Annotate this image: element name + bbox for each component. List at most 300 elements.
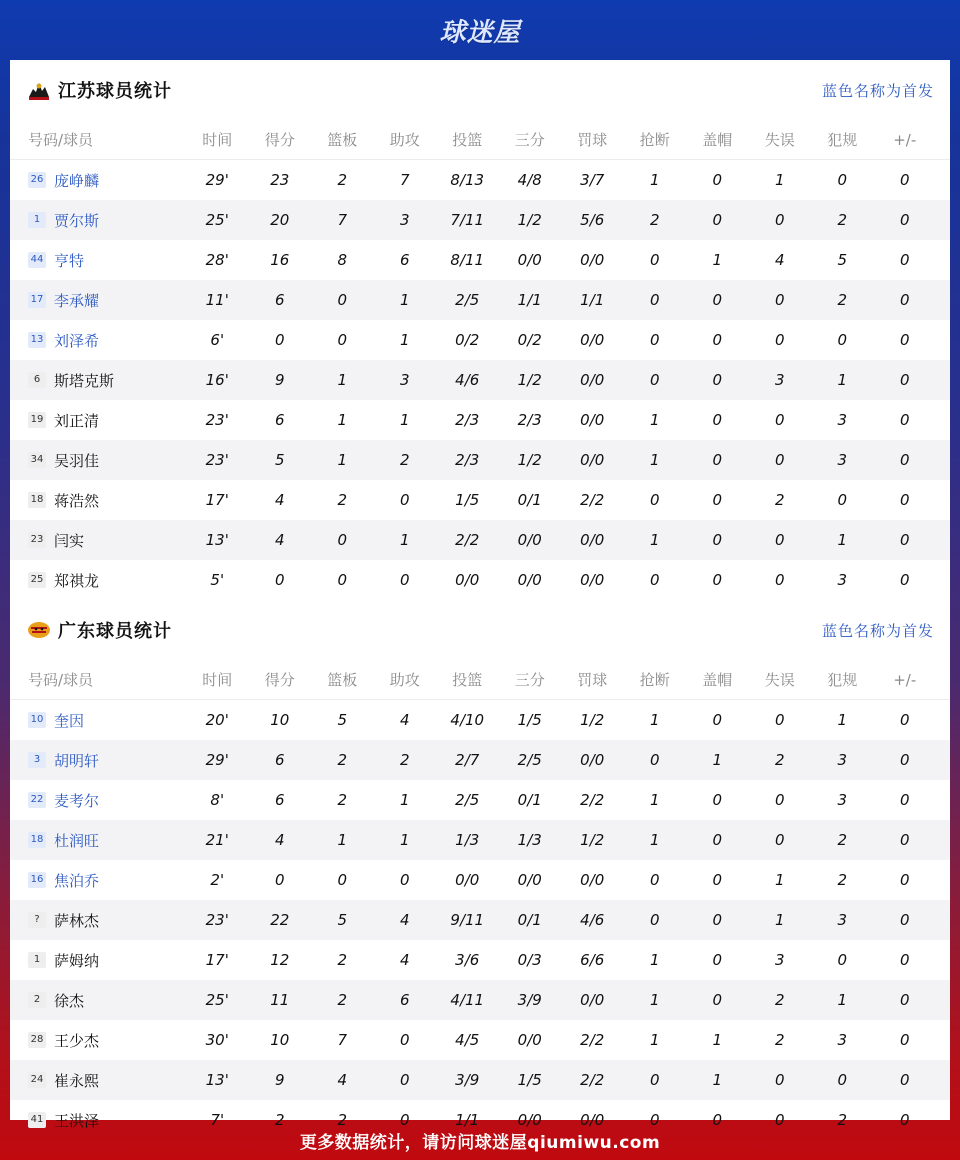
stat-cell: 6: [399, 991, 410, 1009]
stat-cell: 0/0: [455, 571, 480, 589]
player-cell: [10, 330, 186, 351]
stat-cell: 25': [205, 211, 229, 229]
stat-cell: 0/3: [517, 951, 542, 969]
jiangsu-dragons-logo-icon: [26, 77, 52, 103]
player-row[interactable]: [10, 1020, 950, 1060]
stat-cell: 0: [399, 1031, 410, 1049]
stat-cell: 0: [899, 911, 910, 929]
stat-cell: 1/5: [517, 711, 542, 729]
stat-cell: 1: [399, 791, 410, 809]
stat-cell: 20: [270, 211, 290, 229]
table-header-row: [10, 660, 950, 700]
player-name[interactable]: 徐杰: [54, 991, 85, 1010]
player-cell: [10, 870, 186, 891]
stat-cell: 2: [274, 1111, 285, 1129]
stat-cell: 0/2: [455, 331, 480, 349]
column-header[interactable]: 犯规: [827, 671, 858, 689]
player-row[interactable]: [10, 860, 950, 900]
stat-cell: 2/3: [455, 451, 480, 469]
stat-cell: 0: [712, 411, 723, 429]
stat-cell: 2/5: [455, 791, 480, 809]
table-header-row: [10, 120, 950, 160]
stat-cell: 0: [274, 871, 285, 889]
stat-cell: 23': [205, 911, 229, 929]
stat-cell: 13': [205, 1071, 229, 1089]
player-cell: [10, 950, 186, 971]
stat-cell: 8/11: [450, 251, 485, 269]
stat-cell: 1/1: [580, 291, 605, 309]
stat-cell: 6: [274, 751, 285, 769]
jersey-number-badge: 25: [28, 572, 46, 588]
stat-cell: 3/6: [455, 951, 480, 969]
stat-cell: 0/0: [517, 1031, 542, 1049]
stat-cell: 2: [337, 751, 348, 769]
stat-cell: 4/11: [450, 991, 485, 1009]
player-row[interactable]: [10, 740, 950, 780]
stat-cell: 0: [649, 571, 660, 589]
player-row[interactable]: [10, 360, 950, 400]
stat-cell: 1: [712, 251, 723, 269]
column-header[interactable]: 投篮: [452, 131, 483, 149]
column-header[interactable]: 失误: [764, 131, 795, 149]
player-row[interactable]: [10, 400, 950, 440]
stat-cell: 0: [712, 331, 723, 349]
jersey-number-badge: 23: [28, 532, 46, 548]
stat-cell: 0/0: [580, 1111, 605, 1129]
stat-cell: 3/9: [455, 1071, 480, 1089]
stat-cell: 0: [649, 871, 660, 889]
stat-cell: 0/0: [580, 451, 605, 469]
column-header[interactable]: 三分: [514, 671, 545, 689]
stat-cell: 0: [712, 211, 723, 229]
player-row[interactable]: [10, 700, 950, 740]
player-cell: [10, 1070, 186, 1091]
player-cell: [10, 290, 186, 311]
stat-cell: 0: [337, 531, 348, 549]
stat-cell: 2: [837, 831, 848, 849]
stat-cell: 4/8: [517, 171, 542, 189]
stat-cell: 3: [837, 451, 848, 469]
column-header[interactable]: +/-: [893, 130, 917, 149]
stat-cell: 0: [712, 571, 723, 589]
stat-cell: 0/0: [580, 331, 605, 349]
jersey-number-badge: 18: [28, 492, 46, 508]
stat-cell: 11': [205, 291, 229, 309]
stat-cell: 0: [899, 451, 910, 469]
brand-logo: 球迷屋: [439, 17, 521, 48]
stat-cell: 1: [649, 531, 660, 549]
stat-cell: 0: [274, 571, 285, 589]
stat-cell: 4/10: [450, 711, 485, 729]
stat-cell: 1: [712, 1031, 723, 1049]
stat-cell: 0: [337, 331, 348, 349]
player-name[interactable]: 蒋浩然: [54, 491, 100, 510]
stat-cell: 0: [899, 751, 910, 769]
player-cell: [10, 370, 186, 391]
player-cell: [10, 530, 186, 551]
stat-cell: 1: [399, 291, 410, 309]
section-header: [10, 60, 950, 120]
stat-cell: 0: [399, 491, 410, 509]
stat-cell: 0: [712, 831, 723, 849]
player-cell: [10, 790, 186, 811]
jersey-number-badge: 10: [28, 712, 46, 728]
stat-cell: 20': [205, 711, 229, 729]
stat-cell: 0: [649, 331, 660, 349]
player-name[interactable]: 王洪泽: [54, 1111, 100, 1130]
player-cell: [10, 490, 186, 511]
player-cell: [10, 210, 186, 231]
stat-cell: 6: [274, 291, 285, 309]
jersey-number-badge: 34: [28, 452, 46, 468]
stat-cell: 2': [210, 871, 225, 889]
stat-cell: 0: [774, 291, 785, 309]
stat-cell: 1/5: [455, 491, 480, 509]
player-name[interactable]: 贾尔斯: [54, 211, 100, 230]
stat-cell: 6': [210, 331, 225, 349]
player-row[interactable]: [10, 480, 950, 520]
player-row[interactable]: [10, 1060, 950, 1100]
stat-cell: 12: [270, 951, 290, 969]
jersey-number-badge: 13: [28, 332, 46, 348]
stat-cell: 0: [337, 871, 348, 889]
stat-cell: 2: [337, 1111, 348, 1129]
stat-cell: 2: [774, 1031, 785, 1049]
section-title: [26, 617, 172, 643]
stat-cell: 6/6: [580, 951, 605, 969]
stat-cell: 0: [649, 911, 660, 929]
stat-cell: 1: [337, 831, 348, 849]
player-name[interactable]: 斯塔克斯: [54, 371, 115, 390]
player-row[interactable]: [10, 900, 950, 940]
stat-cell: 2/2: [580, 791, 605, 809]
stat-cell: 0: [774, 571, 785, 589]
stat-cell: 0: [899, 831, 910, 849]
stat-cell: 29': [205, 751, 229, 769]
stat-cell: 1: [837, 531, 848, 549]
stat-cell: 2: [774, 491, 785, 509]
stat-cell: 0: [712, 911, 723, 929]
stat-cell: 0: [649, 491, 660, 509]
stat-cell: 3: [837, 791, 848, 809]
stat-cell: 0/0: [517, 571, 542, 589]
stat-cell: 0: [774, 331, 785, 349]
column-header[interactable]: 失误: [764, 671, 795, 689]
stat-cell: 0: [774, 531, 785, 549]
player-name[interactable]: 亨特: [54, 251, 85, 270]
jersey-number-badge: 1: [28, 952, 46, 968]
stat-cell: 0: [337, 571, 348, 589]
player-name[interactable]: 刘正清: [54, 411, 100, 430]
stat-cell: 2/3: [455, 411, 480, 429]
stat-cell: 3: [837, 911, 848, 929]
player-cell: [10, 750, 186, 771]
stat-cell: 8: [337, 251, 348, 269]
stat-cell: 0: [837, 331, 848, 349]
player-row[interactable]: [10, 520, 950, 560]
starter-legend-note: 蓝色名称为首发: [821, 81, 934, 100]
stat-cell: 0: [712, 951, 723, 969]
stat-cell: 4: [274, 491, 285, 509]
jersey-number-badge: 19: [28, 412, 46, 428]
stat-cell: 1/2: [580, 711, 605, 729]
stat-cell: 7: [399, 171, 410, 189]
stat-cell: 8': [210, 791, 225, 809]
player-name[interactable]: 刘泽希: [54, 331, 100, 350]
stat-cell: 5: [274, 451, 285, 469]
stats-panel: [10, 60, 950, 1130]
stat-cell: 0: [899, 871, 910, 889]
column-header[interactable]: 时间: [202, 131, 233, 149]
stat-cell: 1: [774, 911, 785, 929]
stat-cell: 2: [337, 171, 348, 189]
stat-cell: 0/0: [580, 751, 605, 769]
stat-cell: 1/3: [455, 831, 480, 849]
stat-cell: 1: [712, 751, 723, 769]
player-cell: [10, 250, 186, 271]
column-header[interactable]: 抢断: [639, 131, 670, 149]
stat-cell: 17': [205, 951, 229, 969]
stat-cell: 5': [210, 571, 225, 589]
stat-cell: 7: [337, 211, 348, 229]
stat-cell: 4: [337, 1071, 348, 1089]
column-header[interactable]: 号码/球员: [28, 131, 94, 149]
player-name[interactable]: 萨林杰: [54, 911, 100, 930]
column-header[interactable]: +/-: [893, 670, 917, 689]
player-row[interactable]: [10, 200, 950, 240]
player-name[interactable]: 杜润旺: [54, 831, 100, 850]
column-header[interactable]: 盖帽: [702, 131, 733, 149]
jersey-number-badge: 16: [28, 872, 46, 888]
jersey-number-badge: 24: [28, 1072, 46, 1088]
column-header[interactable]: 犯规: [827, 131, 858, 149]
stat-cell: 1: [649, 171, 660, 189]
column-header[interactable]: 时间: [202, 671, 233, 689]
stat-cell: 1: [649, 791, 660, 809]
stat-cell: 2: [837, 871, 848, 889]
player-cell: [10, 570, 186, 591]
player-name[interactable]: 王少杰: [54, 1031, 100, 1050]
stat-cell: 1: [399, 831, 410, 849]
stat-cell: 0/0: [580, 871, 605, 889]
stat-cell: 1/2: [517, 211, 542, 229]
guangdong-tigers-logo-icon: [26, 617, 52, 643]
player-name[interactable]: 吴羽佳: [54, 451, 100, 470]
stat-cell: 0: [774, 411, 785, 429]
column-header[interactable]: 号码/球员: [28, 671, 94, 689]
player-row[interactable]: [10, 320, 950, 360]
stat-cell: 7': [210, 1111, 225, 1129]
stat-cell: 9: [274, 1071, 285, 1089]
player-row[interactable]: [10, 780, 950, 820]
stat-cell: 1: [649, 451, 660, 469]
player-row[interactable]: [10, 440, 950, 480]
stat-cell: 3: [837, 571, 848, 589]
player-cell: [10, 710, 186, 731]
jersey-number-badge: 22: [28, 792, 46, 808]
stat-cell: 0: [712, 451, 723, 469]
stat-cell: 5: [337, 911, 348, 929]
column-header[interactable]: 三分: [514, 131, 545, 149]
player-cell: [10, 990, 186, 1011]
stat-cell: 0/0: [580, 991, 605, 1009]
column-header[interactable]: 得分: [264, 131, 295, 149]
stat-cell: 30': [205, 1031, 229, 1049]
player-name[interactable]: 胡明轩: [54, 751, 100, 770]
stat-cell: 0: [899, 1071, 910, 1089]
stat-cell: 0/0: [517, 871, 542, 889]
starter-legend-note: 蓝色名称为首发: [821, 621, 934, 640]
stat-cell: 4: [774, 251, 785, 269]
stat-cell: 0: [899, 791, 910, 809]
stat-cell: 1: [649, 711, 660, 729]
stat-cell: 29': [205, 171, 229, 189]
stat-cell: 4/5: [455, 1031, 480, 1049]
stat-cell: 0: [712, 291, 723, 309]
team-section: [10, 60, 950, 600]
stat-cell: 0: [649, 751, 660, 769]
stat-cell: 0/1: [517, 911, 542, 929]
stat-cell: 0/0: [580, 571, 605, 589]
stat-cell: 0: [712, 491, 723, 509]
stat-cell: 3: [399, 211, 410, 229]
section-title: [26, 77, 172, 103]
stat-cell: 2: [399, 751, 410, 769]
player-cell: [10, 910, 186, 931]
stat-cell: 17': [205, 491, 229, 509]
stat-cell: 0: [712, 711, 723, 729]
jersey-number-badge: 3: [28, 752, 46, 768]
column-header[interactable]: 罚球: [577, 131, 608, 149]
stat-cell: 7/11: [450, 211, 485, 229]
column-header[interactable]: 抢断: [639, 671, 670, 689]
column-header[interactable]: 篮板: [327, 671, 358, 689]
section-title-text: 广东球员统计: [58, 621, 172, 642]
player-cell: [10, 450, 186, 471]
column-header[interactable]: 篮板: [327, 131, 358, 149]
column-header[interactable]: 罚球: [577, 671, 608, 689]
stat-cell: 0: [712, 1111, 723, 1129]
stat-cell: 23: [270, 171, 290, 189]
stat-cell: 2/2: [580, 1071, 605, 1089]
stat-cell: 1/2: [517, 451, 542, 469]
stat-cell: 0: [899, 331, 910, 349]
player-name[interactable]: 李承耀: [54, 291, 100, 310]
stat-cell: 4/6: [580, 911, 605, 929]
player-name[interactable]: 闫实: [54, 531, 85, 550]
player-row[interactable]: [10, 560, 950, 600]
jersey-number-badge: 18: [28, 832, 46, 848]
stat-cell: 0: [399, 1111, 410, 1129]
stat-cell: 0/0: [580, 371, 605, 389]
column-header[interactable]: 助攻: [389, 671, 420, 689]
stat-cell: 1: [399, 331, 410, 349]
player-row[interactable]: [10, 240, 950, 280]
column-header[interactable]: 投篮: [452, 671, 483, 689]
stat-cell: 1: [837, 711, 848, 729]
stat-cell: 1: [649, 951, 660, 969]
player-name[interactable]: 麦考尔: [54, 791, 100, 810]
stat-cell: 4: [399, 711, 410, 729]
jersey-number-badge: 2: [28, 992, 46, 1008]
stat-cell: 0: [837, 951, 848, 969]
stat-cell: 2/3: [517, 411, 542, 429]
footer-link[interactable]: 更多数据统计，请访问球迷屋qiumiwu.com: [299, 1132, 661, 1153]
stat-cell: 21': [205, 831, 229, 849]
stat-cell: 1: [774, 871, 785, 889]
stat-cell: 2/5: [517, 751, 542, 769]
player-cell: [10, 410, 186, 431]
stat-cell: 4: [399, 911, 410, 929]
player-name[interactable]: 崔永熙: [54, 1071, 100, 1090]
stat-cell: 3: [399, 371, 410, 389]
stat-cell: 0: [837, 491, 848, 509]
stat-cell: 0: [899, 491, 910, 509]
stat-cell: 1: [712, 1071, 723, 1089]
stat-cell: 2: [337, 991, 348, 1009]
player-name[interactable]: 庞峥麟: [54, 171, 100, 190]
stat-cell: 4: [274, 531, 285, 549]
column-header[interactable]: 得分: [264, 671, 295, 689]
stat-cell: 2/2: [580, 491, 605, 509]
player-row[interactable]: [10, 160, 950, 200]
stat-cell: 4: [274, 831, 285, 849]
player-row[interactable]: [10, 280, 950, 320]
player-row[interactable]: [10, 940, 950, 980]
stat-cell: 0: [899, 251, 910, 269]
column-header[interactable]: 盖帽: [702, 671, 733, 689]
stat-cell: 2: [774, 991, 785, 1009]
player-name[interactable]: 焦泊乔: [54, 871, 100, 890]
stat-cell: 2: [337, 791, 348, 809]
jersey-number-badge: 28: [28, 1032, 46, 1048]
stat-cell: 0: [899, 711, 910, 729]
stat-cell: 3: [837, 411, 848, 429]
stat-cell: 1: [337, 451, 348, 469]
stat-cell: 0: [899, 291, 910, 309]
stat-cell: 0: [712, 871, 723, 889]
stat-cell: 1: [774, 171, 785, 189]
player-name[interactable]: 郑祺龙: [54, 571, 100, 590]
stat-cell: 2: [337, 491, 348, 509]
stat-cell: 0/2: [517, 331, 542, 349]
stat-cell: 2/2: [580, 1031, 605, 1049]
stat-cell: 4/6: [455, 371, 480, 389]
stat-cell: 0: [399, 1071, 410, 1089]
stat-cell: 0: [899, 411, 910, 429]
player-row[interactable]: [10, 980, 950, 1020]
stat-cell: 1: [649, 1031, 660, 1049]
player-name[interactable]: 奎因: [54, 711, 85, 730]
stat-cell: 3/7: [580, 171, 605, 189]
stat-cell: 11: [270, 991, 290, 1009]
stat-cell: 1: [649, 411, 660, 429]
stat-cell: 0: [899, 531, 910, 549]
stat-cell: 10: [270, 711, 290, 729]
player-name[interactable]: 萨姆纳: [54, 951, 100, 970]
stat-cell: 1: [837, 991, 848, 1009]
stat-cell: 0: [899, 571, 910, 589]
stat-cell: 0: [649, 1111, 660, 1129]
stat-cell: 1/2: [517, 371, 542, 389]
player-cell: [10, 830, 186, 851]
player-row[interactable]: [10, 820, 950, 860]
column-header[interactable]: 助攻: [389, 131, 420, 149]
stat-cell: 1: [837, 371, 848, 389]
team-section: [10, 600, 950, 1140]
stat-cell: 1/3: [517, 831, 542, 849]
stat-cell: 2/5: [455, 291, 480, 309]
